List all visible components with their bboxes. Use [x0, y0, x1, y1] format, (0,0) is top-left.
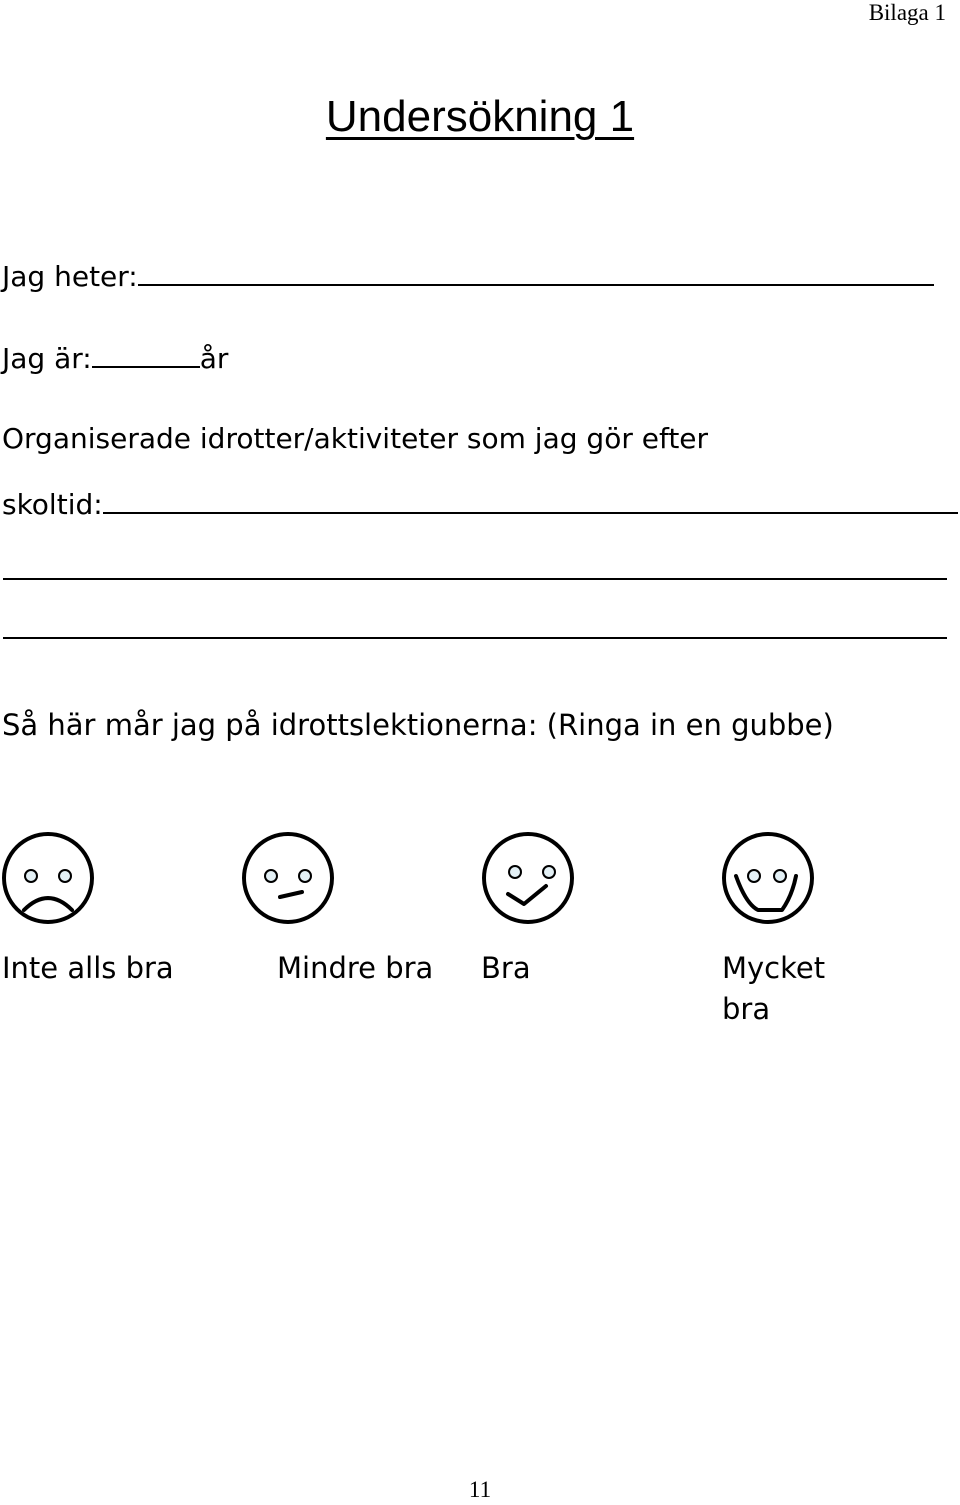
- age-label: Jag är:: [2, 342, 92, 375]
- name-row: [2, 258, 934, 293]
- page-title: [0, 92, 960, 142]
- face-label-very-good: [722, 948, 825, 1030]
- activities-blank-line-3[interactable]: [3, 637, 947, 639]
- sad-face-icon[interactable]: [240, 830, 336, 926]
- age-blank-line[interactable]: [92, 340, 200, 368]
- face-label-very-good-line1: Mycket: [722, 951, 826, 985]
- age-suffix: år: [199, 342, 229, 375]
- activities-blank-line-2[interactable]: [3, 578, 947, 580]
- wellbeing-question: Så här mår jag på idrottslektionerna: (Ringa in en gubbe): [2, 708, 834, 742]
- name-label: Jag heter:: [2, 260, 138, 293]
- activities-blank-line-1[interactable]: [103, 486, 958, 514]
- page-number: 11: [468, 1477, 492, 1502]
- activities-label-line2: skoltid:: [2, 488, 103, 521]
- name-blank-line[interactable]: [138, 258, 934, 286]
- activities-row: [2, 486, 958, 521]
- page-title-text: Undersökning 1: [325, 92, 635, 141]
- face-label-very-good-line2: bra: [722, 992, 771, 1026]
- face-label-not-good: Inte alls bra: [2, 951, 174, 985]
- appendix-label: Bilaga 1: [868, 0, 946, 25]
- very-happy-face-icon[interactable]: [720, 830, 816, 926]
- face-label-less-good: Mindre bra: [277, 951, 434, 985]
- face-label-good: Bra: [481, 951, 531, 985]
- very-sad-face-icon[interactable]: [0, 830, 96, 926]
- activities-label-line1: Organiserade idrotter/aktiviteter som jag gör efter: [2, 422, 709, 455]
- age-row: [2, 340, 228, 375]
- happy-face-icon[interactable]: [480, 830, 576, 926]
